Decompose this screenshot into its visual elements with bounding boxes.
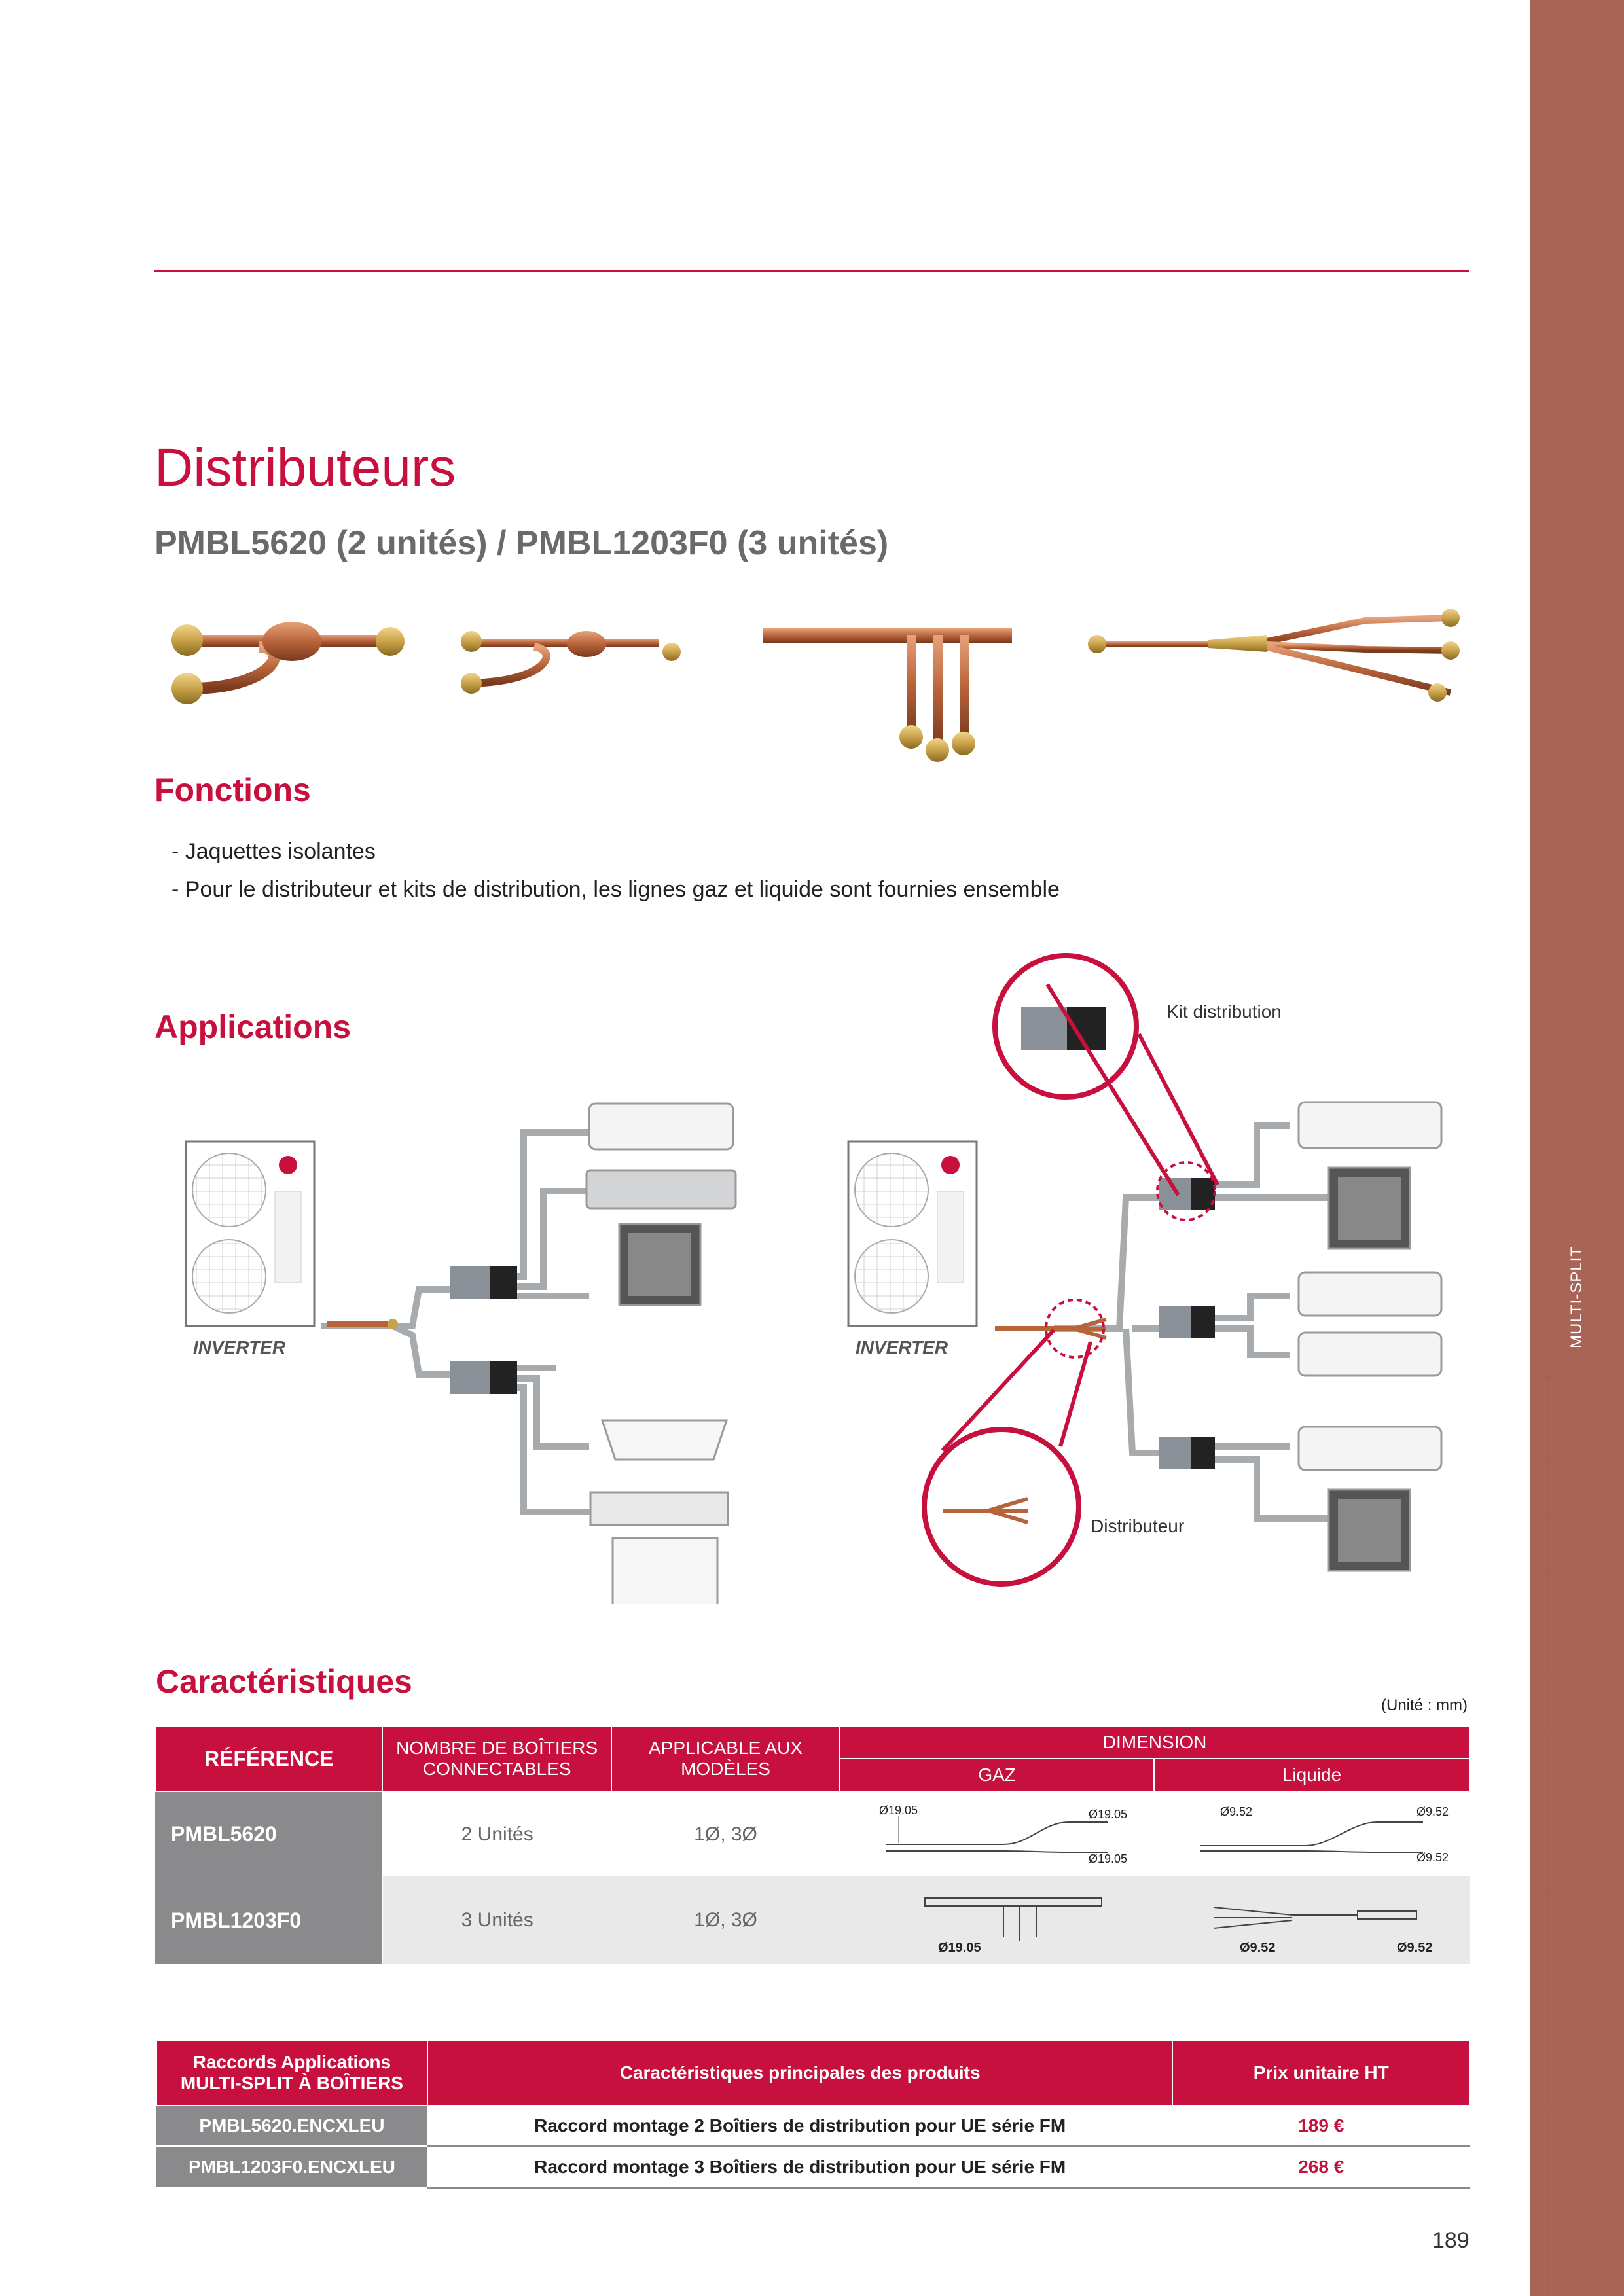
row-liquide-drawing bbox=[1154, 1876, 1470, 1964]
wall-unit-left-1 bbox=[589, 1103, 733, 1149]
fonctions-item: - Pour le distributeur et kits de distribution, les lignes gaz et liquide sont fournies ensemble bbox=[171, 877, 1060, 902]
header-manifold-photo bbox=[763, 628, 1012, 762]
liquide-pipe-drawing-1 bbox=[1161, 1796, 1462, 1868]
kit-distribution-label: Kit distribution bbox=[1166, 1001, 1282, 1022]
liquide-dim-label: Ø9.52 bbox=[1416, 1850, 1449, 1864]
outdoor-unit-right bbox=[848, 1141, 977, 1326]
liquide-dim-label: Ø9.52 bbox=[1240, 1941, 1276, 1955]
side-tab-divider-horizontal bbox=[1547, 1377, 1624, 1378]
art-cool-unit-left bbox=[619, 1224, 700, 1305]
wall-unit-right-2 bbox=[1299, 1272, 1441, 1316]
fonctions-item: - Jaquettes isolantes bbox=[171, 839, 376, 864]
art-cool-unit-right-1 bbox=[1329, 1168, 1410, 1249]
side-tab-divider bbox=[1547, 1377, 1548, 2296]
price-header-raccords-line2: MULTI-SPLIT À BOÎTIERS bbox=[180, 2073, 403, 2093]
page-number: 189 bbox=[1432, 2228, 1470, 2253]
gaz-dim-label: Ø19.05 bbox=[1089, 1852, 1128, 1865]
distributeur-callout bbox=[924, 1300, 1104, 1584]
wall-unit-right-1 bbox=[1299, 1102, 1441, 1148]
page-subtitle: PMBL5620 (2 unités) / PMBL1203F0 (3 unités) bbox=[154, 524, 889, 562]
price-code: PMBL5620.ENCXLEU bbox=[156, 2106, 427, 2147]
row-applicable: 1Ø, 3Ø bbox=[611, 1876, 840, 1964]
header-nombre: NOMBRE DE BOÎTIERS CONNECTABLES bbox=[382, 1726, 611, 1791]
row-reference: PMBL5620 bbox=[155, 1791, 382, 1876]
price-table bbox=[156, 2039, 1470, 2189]
ducted-unit-left bbox=[590, 1492, 728, 1525]
inverter-label-right: INVERTER bbox=[856, 1337, 948, 1357]
table-row bbox=[156, 2106, 1470, 2147]
row-liquide-drawing bbox=[1154, 1791, 1470, 1876]
header-dimension: DIMENSION bbox=[840, 1726, 1470, 1759]
table-row bbox=[155, 1876, 1470, 1964]
liquide-dim-label: Ø9.52 bbox=[1397, 1941, 1433, 1955]
price-header-raccords-line1: Raccords Applications bbox=[192, 2052, 391, 2072]
price-value: 268 € bbox=[1172, 2147, 1470, 2188]
y-branch-photo-1 bbox=[171, 622, 405, 704]
distribution-box-right-1 bbox=[1159, 1178, 1215, 1210]
header-applicable: APPLICABLE AUX MODÈLES bbox=[611, 1726, 840, 1791]
header-reference: RÉFÉRENCE bbox=[155, 1726, 382, 1791]
gaz-pipe-drawing-1 bbox=[846, 1796, 1147, 1868]
price-header-prix: Prix unitaire HT bbox=[1172, 2040, 1470, 2106]
price-value: 189 € bbox=[1172, 2106, 1470, 2147]
row-reference: PMBL1203F0 bbox=[155, 1876, 382, 1964]
liquide-dim-label: Ø9.52 bbox=[1220, 1804, 1253, 1818]
fonctions-list bbox=[171, 833, 1060, 908]
wall-unit-left-2 bbox=[586, 1170, 736, 1208]
distribution-box-right-2 bbox=[1159, 1306, 1215, 1338]
side-tab bbox=[1530, 0, 1624, 2296]
wall-unit-right-3 bbox=[1299, 1333, 1441, 1376]
header-liquide: Liquide bbox=[1154, 1759, 1470, 1791]
inverter-label-left: INVERTER bbox=[193, 1337, 286, 1357]
fonctions-heading: Fonctions bbox=[154, 772, 311, 808]
liquide-dim-label: Ø9.52 bbox=[1416, 1804, 1449, 1818]
row-gaz-drawing bbox=[840, 1876, 1154, 1964]
header-gaz: GAZ bbox=[840, 1759, 1154, 1791]
unit-note: (Unité : mm) bbox=[1381, 1696, 1468, 1714]
table-row bbox=[155, 1791, 1470, 1876]
table-row bbox=[156, 2147, 1470, 2188]
price-header-caracteristiques: Caractéristiques principales des produits bbox=[427, 2040, 1173, 2106]
price-header-raccords bbox=[156, 2040, 427, 2106]
price-description: Raccord montage 2 Boîtiers de distribution pour UE série FM bbox=[427, 2106, 1173, 2147]
row-nombre: 2 Unités bbox=[461, 1823, 533, 1845]
three-way-distributor-photo bbox=[1088, 609, 1460, 702]
page-title: Distributeurs bbox=[154, 438, 456, 497]
wall-unit-right-4 bbox=[1299, 1427, 1441, 1470]
caracteristiques-heading: Caractéristiques bbox=[156, 1663, 412, 1700]
applications-diagram bbox=[177, 949, 1479, 1604]
spec-table bbox=[154, 1725, 1470, 1964]
price-description: Raccord montage 3 Boîtiers de distribution pour UE série FM bbox=[427, 2147, 1173, 2188]
price-code: PMBL1203F0.ENCXLEU bbox=[156, 2147, 427, 2188]
gaz-pipe-drawing-2 bbox=[846, 1878, 1147, 1957]
distribution-box-left-2 bbox=[450, 1361, 517, 1394]
distribution-box-right-3 bbox=[1159, 1437, 1215, 1469]
y-branch-photo-2 bbox=[461, 631, 681, 694]
liquide-pipe-drawing-2 bbox=[1161, 1878, 1462, 1957]
header-rule bbox=[154, 270, 1469, 272]
applications-heading: Applications bbox=[154, 1009, 352, 1045]
row-gaz-drawing bbox=[840, 1791, 1154, 1876]
product-photos bbox=[154, 609, 1470, 779]
row-applicable: 1Ø, 3Ø bbox=[694, 1823, 757, 1845]
side-tab-label: MULTI-SPLIT bbox=[1568, 1246, 1585, 1348]
distributeur-label: Distributeur bbox=[1091, 1516, 1185, 1536]
console-unit-left bbox=[613, 1538, 717, 1604]
distribution-box-left-1 bbox=[450, 1266, 517, 1299]
row-nombre: 3 Unités bbox=[382, 1876, 611, 1964]
gaz-dim-label: Ø19.05 bbox=[1089, 1807, 1128, 1821]
cassette-unit-left bbox=[602, 1420, 727, 1460]
gaz-dim-label: Ø19.05 bbox=[938, 1941, 981, 1955]
art-cool-unit-right-2 bbox=[1329, 1490, 1410, 1571]
outdoor-unit-left bbox=[186, 1141, 314, 1326]
gaz-dim-label: Ø19.05 bbox=[879, 1803, 918, 1817]
